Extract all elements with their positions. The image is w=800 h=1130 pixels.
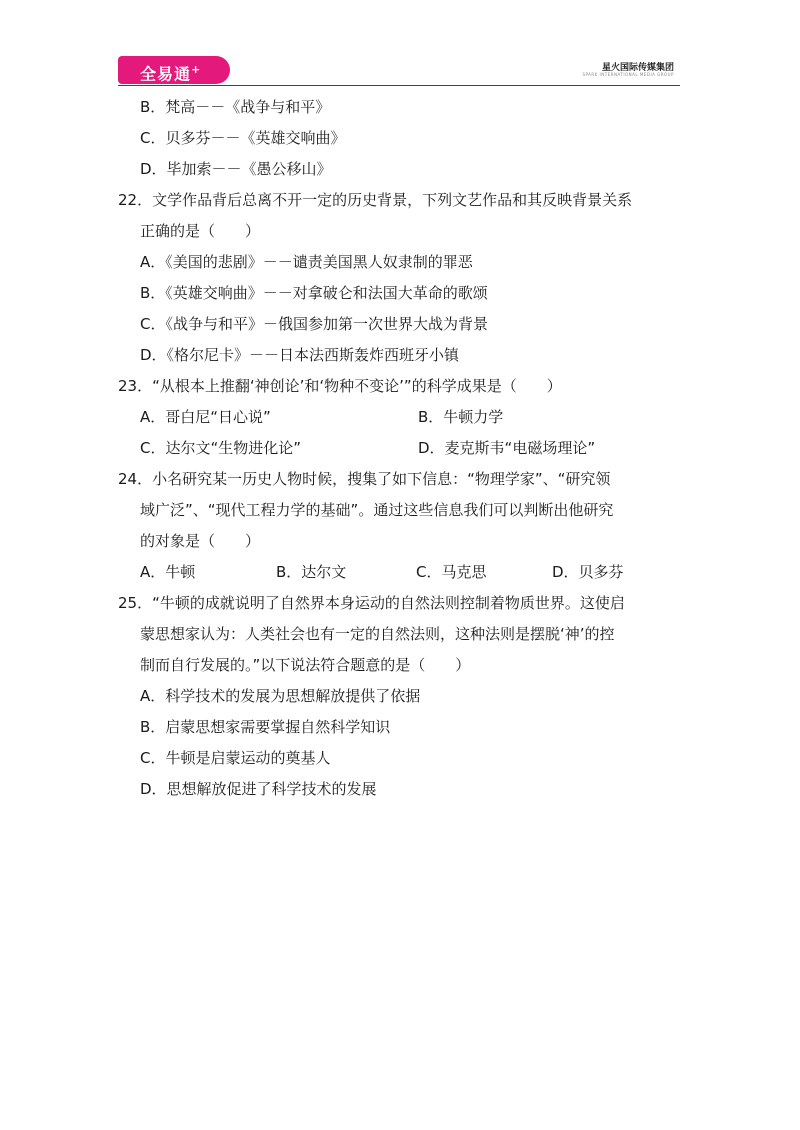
- q23-option-d: D．麦克斯韦“电磁场理论”: [418, 439, 596, 457]
- q24-option-b: B．达尔文: [276, 563, 347, 581]
- q25-stem-cont1: 蒙思想家认为：人类社会也有一定的自然法则，这种法则是摆脱‘神’的控: [140, 625, 615, 643]
- q25-stem-cont2: 制而自行发展的。”以下说法符合题意的是（ ）: [140, 656, 471, 674]
- q22-option-a: A．《美国的悲剧》－－谴责美国黑人奴隶制的罪恶: [140, 253, 473, 271]
- brand-logo: 全易通+: [118, 56, 230, 84]
- q23-option-a: A．哥白尼“日心说”: [140, 408, 271, 426]
- q24-options-row: [118, 557, 688, 588]
- q22-option-c: C．《战争与和平》－俄国参加第一次世界大战为背景: [140, 315, 488, 333]
- q21-option-b: B．梵高－－《战争与和平》: [140, 98, 331, 116]
- q22-stem: 22．文学作品背后总离不开一定的历史背景，下列文艺作品和其反映背景关系: [118, 191, 633, 209]
- q24-stem-cont1: 域广泛”、“现代工程力学的基础”。通过这些信息我们可以判断出他研究: [140, 501, 614, 519]
- q25-option-b: B．启蒙思想家需要掌握自然科学知识: [140, 718, 391, 736]
- q24-option-c: C．马克思: [416, 563, 487, 581]
- q23-option-c: C．达尔文“生物进化论”: [140, 439, 302, 457]
- page-header: [118, 56, 680, 86]
- q24-stem: 24．小名研究某一历史人物时候，搜集了如下信息：“物理学家”、“研究领: [118, 470, 611, 488]
- q23-option-b: B．牛顿力学: [418, 408, 504, 426]
- publisher-subtitle: SPARK INTERNATIONAL MEDIA GROUP: [582, 72, 674, 77]
- q21-option-c: C．贝多芬－－《英雄交响曲》: [140, 129, 346, 147]
- q22-stem-cont: 正确的是（ ）: [140, 222, 261, 240]
- publisher-name: 星火国际传媒集团: [601, 63, 674, 73]
- header-divider: [118, 85, 680, 86]
- q22-option-b: B．《英雄交响曲》－－对拿破仑和法国大革命的歌颂: [140, 284, 488, 302]
- q25-stem: 25．“牛顿的成就说明了自然界本身运动的自然法则控制着物质世界。这使启: [118, 594, 625, 612]
- q23-stem: 23．“从根本上推翻‘神创论’和‘物种不变论’”的科学成果是（ ）: [118, 377, 562, 395]
- q24-option-a: A．牛顿: [140, 563, 196, 581]
- q25-option-a: A．科学技术的发展为思想解放提供了依据: [140, 687, 421, 705]
- q23-options-row2: [118, 433, 688, 464]
- question-list: [118, 92, 688, 805]
- q22-option-d: D．《格尔尼卡》－－日本法西斯轰炸西班牙小镇: [140, 346, 460, 364]
- q21-option-d: D．毕加索－－《愚公移山》: [140, 160, 332, 178]
- q25-option-d: D．思想解放促进了科学技术的发展: [140, 780, 377, 798]
- q24-stem-cont2: 的对象是（ ）: [140, 532, 261, 550]
- q24-option-d: D．贝多芬: [552, 563, 624, 581]
- q25-option-c: C．牛顿是启蒙运动的奠基人: [140, 749, 331, 767]
- q23-options-row1: [118, 402, 688, 433]
